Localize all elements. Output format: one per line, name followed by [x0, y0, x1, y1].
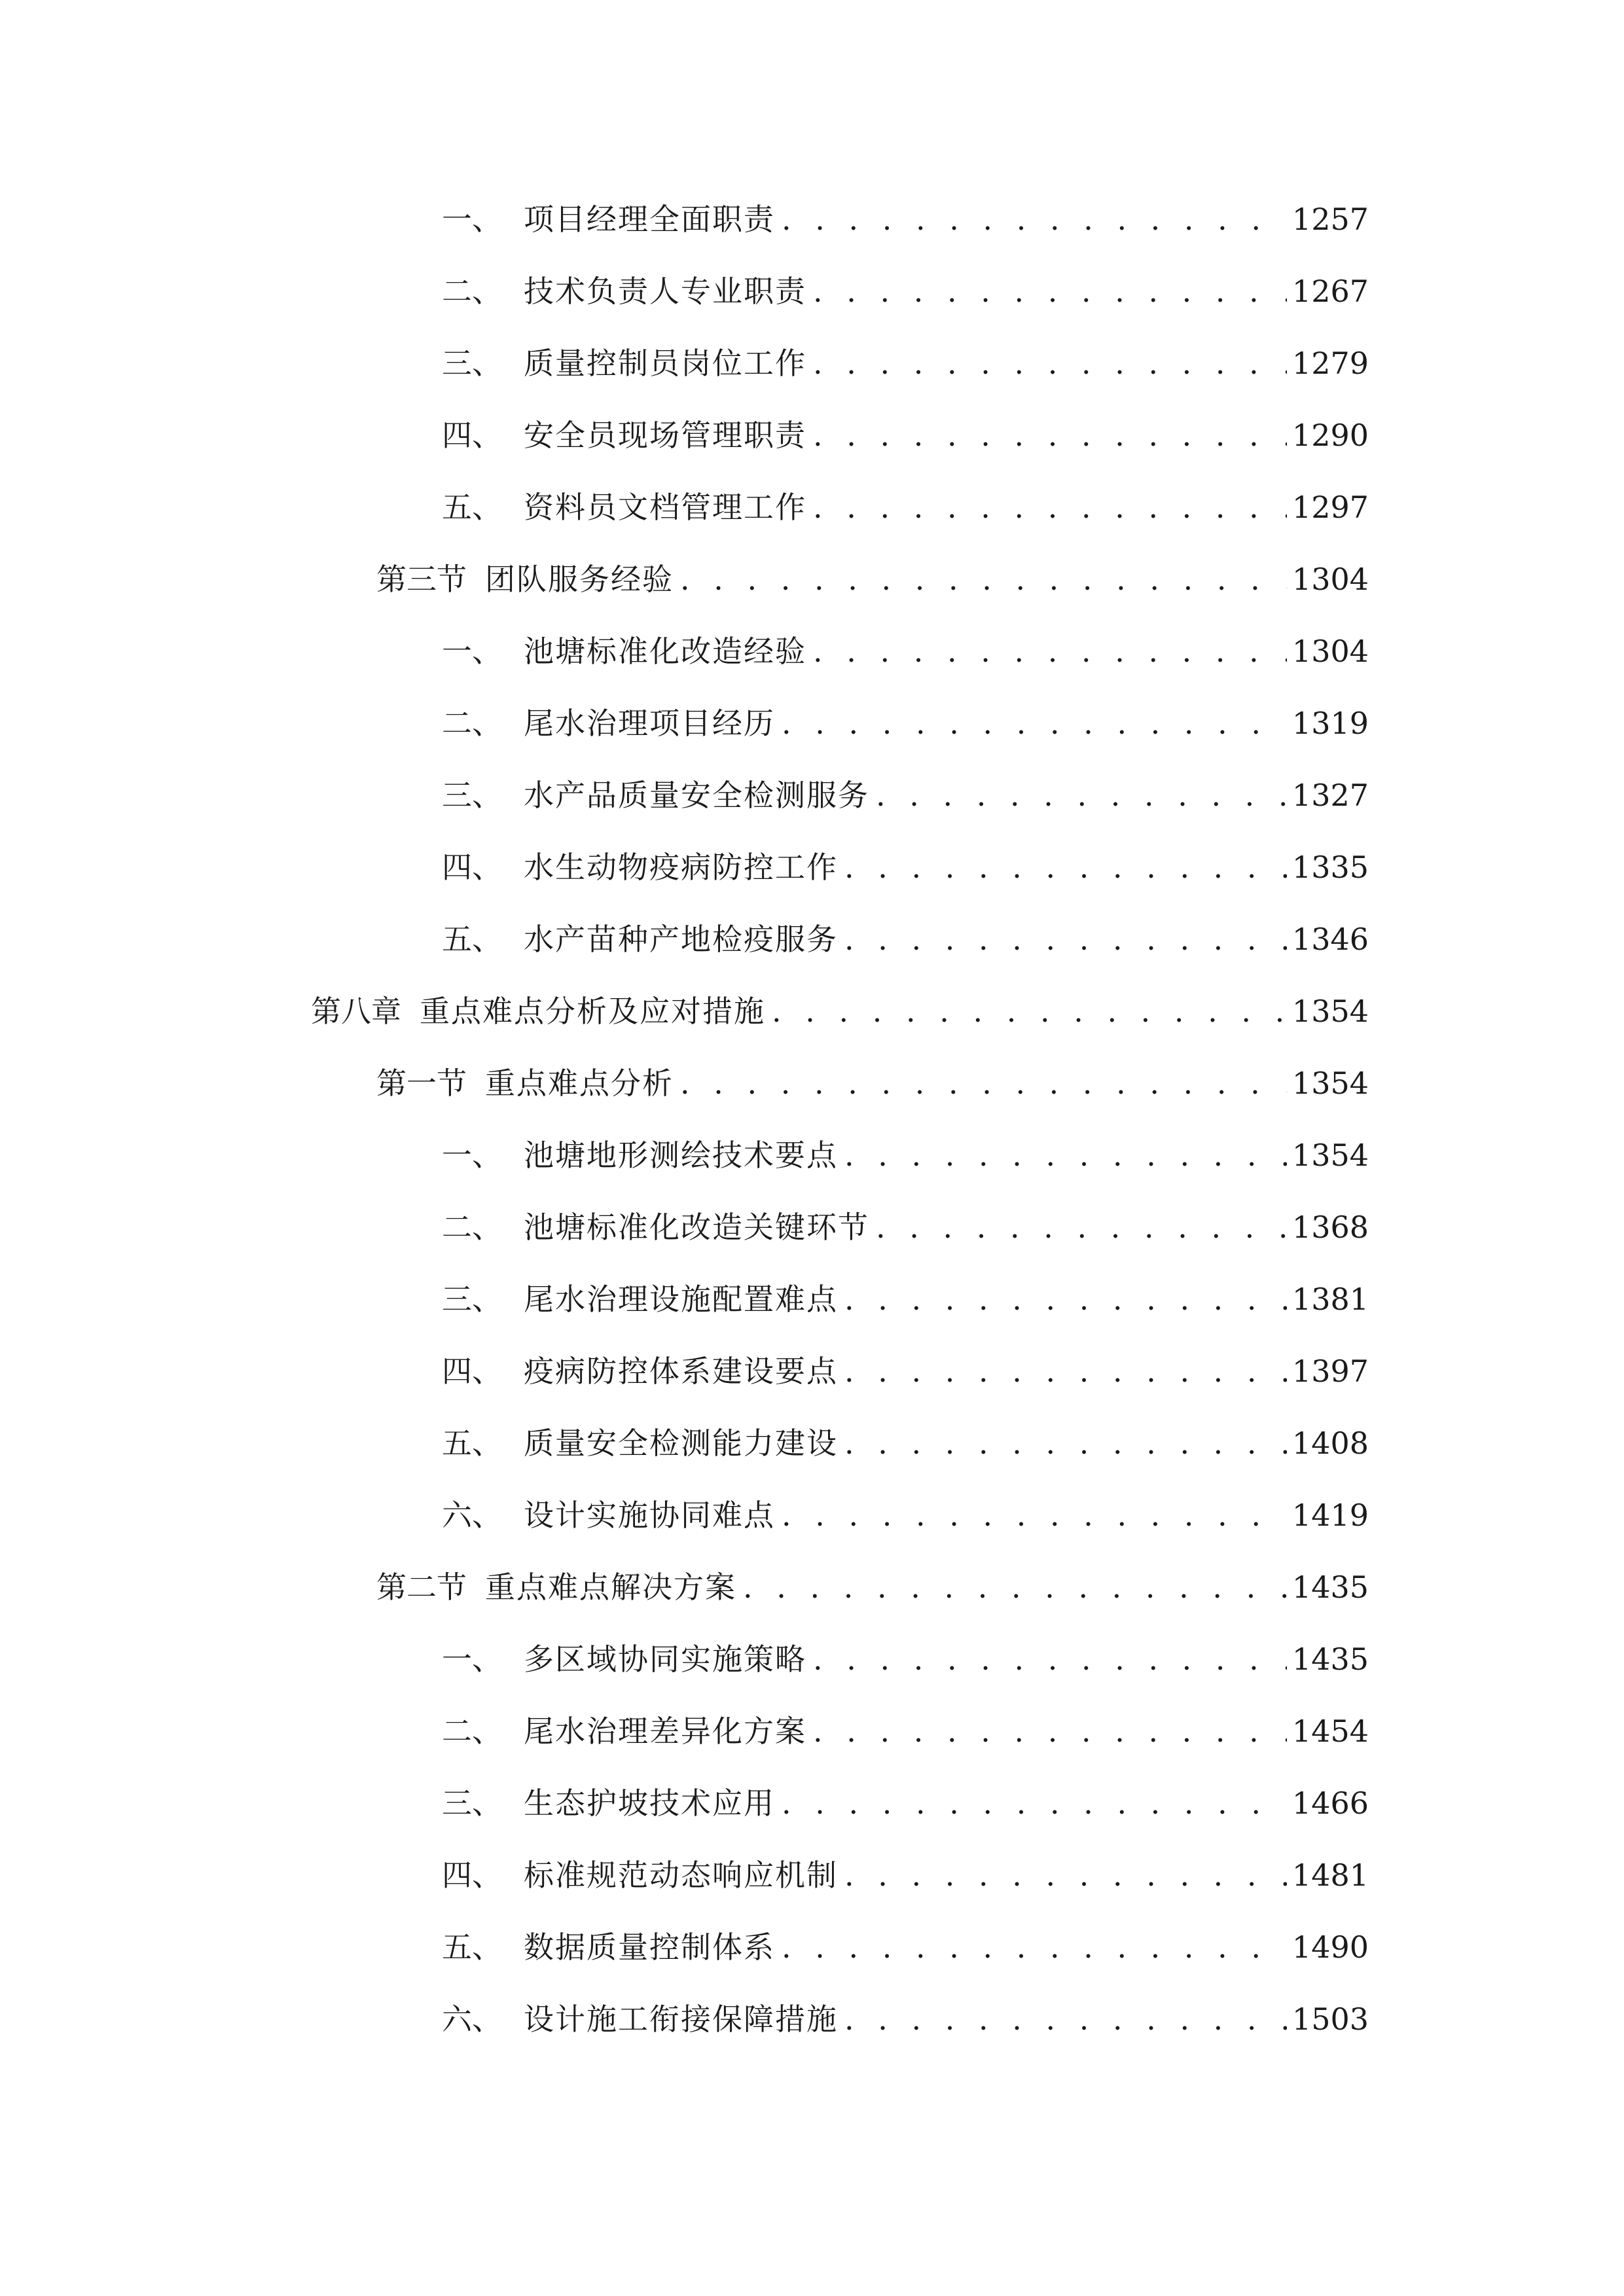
toc-entry-title: 尾水治理差异化方案 [524, 1713, 806, 1749]
toc-entry-page: 1481 [1291, 1857, 1369, 1893]
toc-entry-number: 五、 [442, 1426, 502, 1461]
dot-leader [680, 553, 1287, 605]
toc-entry-page: 1346 [1291, 922, 1369, 957]
toc-entry-title: 尾水治理设施配置难点 [524, 1282, 838, 1317]
toc-entry-number: 三、 [442, 346, 502, 381]
dot-leader [782, 1921, 1287, 1973]
dot-leader [876, 1201, 1287, 1253]
toc-entry[interactable] [442, 1129, 1369, 1181]
toc-entry-title: 疫病防控体系建设要点 [524, 1354, 838, 1389]
toc-entry-page: 1435 [1291, 1641, 1369, 1677]
dot-leader [782, 697, 1287, 749]
toc-entry[interactable] [442, 1345, 1369, 1397]
toc-entry-page: 1297 [1291, 490, 1369, 525]
toc-entry-number: 一、 [442, 1138, 502, 1173]
toc-entry-page: 1354 [1291, 994, 1369, 1029]
toc-entry[interactable] [442, 1273, 1369, 1325]
toc-entry[interactable] [442, 1705, 1369, 1757]
toc-entry-page: 1267 [1291, 274, 1369, 309]
toc-entry-title: 池塘标准化改造经验 [524, 634, 806, 669]
toc-entry-title: 数据质量控制体系 [524, 1929, 775, 1965]
toc-entry-number: 三、 [442, 1282, 502, 1317]
toc-entry[interactable] [442, 1777, 1369, 1829]
toc-entry-page: 1257 [1291, 202, 1369, 237]
toc-entry[interactable] [442, 697, 1369, 749]
toc-entry-page: 1319 [1291, 706, 1369, 741]
toc-entry-page: 1279 [1291, 346, 1369, 381]
toc-entry-number: 四、 [442, 418, 502, 453]
toc-entry[interactable] [442, 913, 1369, 965]
toc-entry-number: 四、 [442, 850, 502, 885]
dot-leader [782, 193, 1287, 245]
toc-entry[interactable] [442, 193, 1369, 245]
toc-entry-title: 质量控制员岗位工作 [524, 346, 806, 381]
toc-entry[interactable] [442, 481, 1369, 533]
toc-entry-page: 1354 [1291, 1066, 1369, 1101]
toc-entry[interactable] [442, 1849, 1369, 1901]
dot-leader [844, 1129, 1287, 1181]
dot-leader [813, 625, 1287, 677]
dot-leader [844, 1417, 1287, 1469]
toc-entry-title: 标准规范动态响应机制 [524, 1857, 838, 1893]
toc-entry-number: 二、 [442, 1210, 502, 1245]
toc-entry[interactable] [442, 1201, 1369, 1253]
toc-entry-title: 尾水治理项目经历 [524, 706, 775, 741]
toc-entry-number: 六、 [442, 2001, 502, 2037]
dot-leader [813, 337, 1287, 389]
toc-entry-page: 1435 [1291, 1570, 1369, 1605]
toc-entry-title: 重点难点分析及应对措施 [420, 994, 765, 1029]
toc-entry[interactable] [442, 841, 1369, 893]
toc-entry-title: 池塘地形测绘技术要点 [524, 1138, 838, 1173]
toc-entry[interactable] [442, 265, 1369, 317]
toc-entry[interactable] [442, 1417, 1369, 1469]
toc-entry-number: 四、 [442, 1857, 502, 1893]
toc-entry-number: 三、 [442, 778, 502, 813]
toc-entry-title: 水生动物疫病防控工作 [524, 850, 838, 885]
dot-leader [844, 913, 1287, 965]
toc-entry-number: 二、 [442, 1713, 502, 1749]
toc-entry-page: 1304 [1291, 634, 1369, 669]
toc-entry[interactable] [442, 1921, 1369, 1973]
toc-entry-title: 项目经理全面职责 [524, 202, 775, 237]
dot-leader [813, 481, 1287, 533]
toc-entry-page: 1368 [1291, 1210, 1369, 1245]
toc-chapter-entry[interactable] [311, 985, 1369, 1037]
toc-entry-number: 第八章 [311, 994, 401, 1029]
toc-entry-number: 二、 [442, 706, 502, 741]
toc-entry-number: 五、 [442, 1929, 502, 1965]
toc-entry-title: 水产品质量安全检测服务 [524, 778, 869, 813]
toc-entry-page: 1466 [1291, 1785, 1369, 1821]
toc-entry-title: 水产苗种产地检疫服务 [524, 922, 838, 957]
toc-entry[interactable] [442, 625, 1369, 677]
dot-leader [844, 841, 1287, 893]
dot-leader [813, 1705, 1287, 1757]
dot-leader [844, 1849, 1287, 1901]
toc-entry[interactable] [442, 769, 1369, 821]
toc-entry-title: 设计实施协同难点 [524, 1498, 775, 1533]
toc-entry[interactable] [442, 1993, 1369, 2045]
dot-leader [844, 1273, 1287, 1325]
toc-entry-page: 1335 [1291, 850, 1369, 885]
toc-entry-number: 五、 [442, 490, 502, 525]
toc-entry-title: 多区域协同实施策略 [524, 1641, 806, 1677]
dot-leader [876, 769, 1287, 821]
toc-entry-page: 1503 [1291, 2001, 1369, 2037]
dot-leader [813, 265, 1287, 317]
toc-entry-page: 1290 [1291, 418, 1369, 453]
dot-leader [813, 409, 1287, 461]
toc-entry-page: 1490 [1291, 1929, 1369, 1965]
toc-entry-title: 质量安全检测能力建设 [524, 1426, 838, 1461]
toc-section-entry[interactable] [376, 1561, 1369, 1613]
toc-entry-number: 五、 [442, 922, 502, 957]
toc-entry-title: 技术负责人专业职责 [524, 274, 806, 309]
toc-section-entry[interactable] [376, 553, 1369, 605]
toc-entry-page: 1408 [1291, 1426, 1369, 1461]
toc-entry-title: 池塘标准化改造关键环节 [524, 1210, 869, 1245]
toc-entry-page: 1354 [1291, 1138, 1369, 1173]
toc-entry[interactable] [442, 337, 1369, 389]
toc-entry-page: 1304 [1291, 562, 1369, 597]
toc-entry-number: 一、 [442, 634, 502, 669]
toc-section-entry[interactable] [376, 1057, 1369, 1109]
toc-entry-title: 安全员现场管理职责 [524, 418, 806, 453]
toc-entry-page: 1397 [1291, 1354, 1369, 1389]
dot-leader [743, 1561, 1287, 1613]
dot-leader [844, 1993, 1287, 2045]
toc-entry-number: 一、 [442, 202, 502, 237]
toc-entry-page: 1381 [1291, 1282, 1369, 1317]
toc-entry-number: 六、 [442, 1498, 502, 1533]
toc-entry-title: 重点难点分析 [485, 1066, 674, 1101]
dot-leader [782, 1777, 1287, 1829]
toc-entry[interactable] [442, 409, 1369, 461]
toc-entry-number: 第三节 [376, 562, 467, 597]
toc-entry-page: 1327 [1291, 778, 1369, 813]
dot-leader [813, 1633, 1287, 1685]
toc-entry-number: 一、 [442, 1641, 502, 1677]
toc-entry[interactable] [442, 1489, 1369, 1541]
dot-leader [782, 1489, 1287, 1541]
toc-entry-number: 四、 [442, 1354, 502, 1389]
toc-entry-number: 第二节 [376, 1570, 467, 1605]
toc-entry-number: 三、 [442, 1785, 502, 1821]
toc-entry-number: 二、 [442, 274, 502, 309]
toc-entry-title: 重点难点解决方案 [485, 1570, 736, 1605]
toc-entry-title: 团队服务经验 [485, 562, 674, 597]
dot-leader [680, 1057, 1287, 1109]
dot-leader [844, 1345, 1287, 1397]
dot-leader [772, 985, 1287, 1037]
toc-entry-title: 设计施工衔接保障措施 [524, 2001, 838, 2037]
toc-entry-title: 资料员文档管理工作 [524, 490, 806, 525]
toc-entry[interactable] [442, 1633, 1369, 1685]
toc-entry-number: 第一节 [376, 1066, 467, 1101]
toc-entry-page: 1454 [1291, 1713, 1369, 1749]
toc-entry-page: 1419 [1291, 1498, 1369, 1533]
toc-entry-title: 生态护坡技术应用 [524, 1785, 775, 1821]
